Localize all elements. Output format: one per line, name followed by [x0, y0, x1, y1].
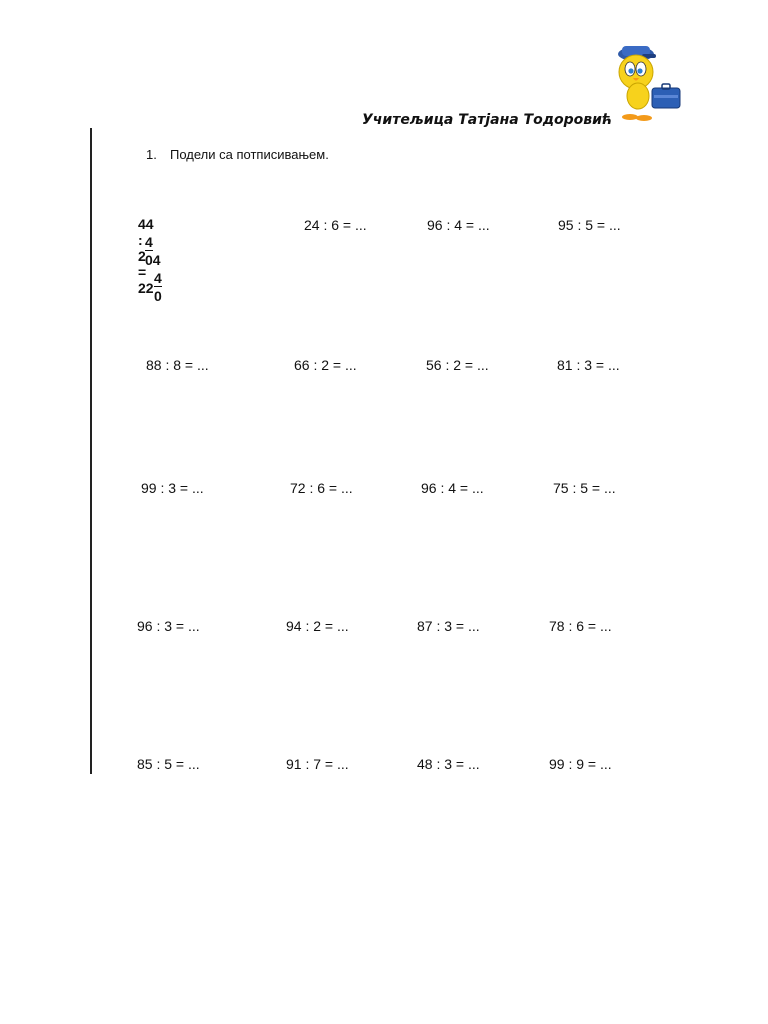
example-step: 0	[154, 288, 162, 304]
teacher-name: Учитељица Татјана Тодоровић	[362, 112, 613, 128]
task-instruction	[146, 147, 329, 162]
division-problem: 88 : 8 = ...	[146, 357, 209, 373]
division-problem: 24 : 6 = ...	[304, 217, 367, 233]
task-text: Подели са потписивањем.	[170, 147, 329, 162]
division-problem: 99 : 9 = ...	[549, 756, 612, 772]
cartoon-bird-mascot-icon	[606, 40, 690, 126]
example-equation: 44 : 2 = 22	[138, 216, 154, 296]
division-problem: 91 : 7 = ...	[286, 756, 349, 772]
example-step: 4	[145, 234, 153, 250]
division-problem: 96 : 4 = ...	[421, 480, 484, 496]
division-problem: 56 : 2 = ...	[426, 357, 489, 373]
task-number: 1.	[146, 147, 157, 162]
example-step: 4	[154, 270, 162, 286]
division-problem: 87 : 3 = ...	[417, 618, 480, 634]
division-problem: 94 : 2 = ...	[286, 618, 349, 634]
margin-line	[90, 128, 92, 774]
division-problem: 85 : 5 = ...	[137, 756, 200, 772]
division-problem: 99 : 3 = ...	[141, 480, 204, 496]
division-problem: 96 : 3 = ...	[137, 618, 200, 634]
division-problem: 75 : 5 = ...	[553, 480, 616, 496]
division-problem: 96 : 4 = ...	[427, 217, 490, 233]
division-problem: 81 : 3 = ...	[557, 357, 620, 373]
division-problem: 78 : 6 = ...	[549, 618, 612, 634]
division-problem: 66 : 2 = ...	[294, 357, 357, 373]
example-step: 04	[145, 252, 161, 268]
division-problem: 95 : 5 = ...	[558, 217, 621, 233]
division-problem: 48 : 3 = ...	[417, 756, 480, 772]
division-problem: 72 : 6 = ...	[290, 480, 353, 496]
